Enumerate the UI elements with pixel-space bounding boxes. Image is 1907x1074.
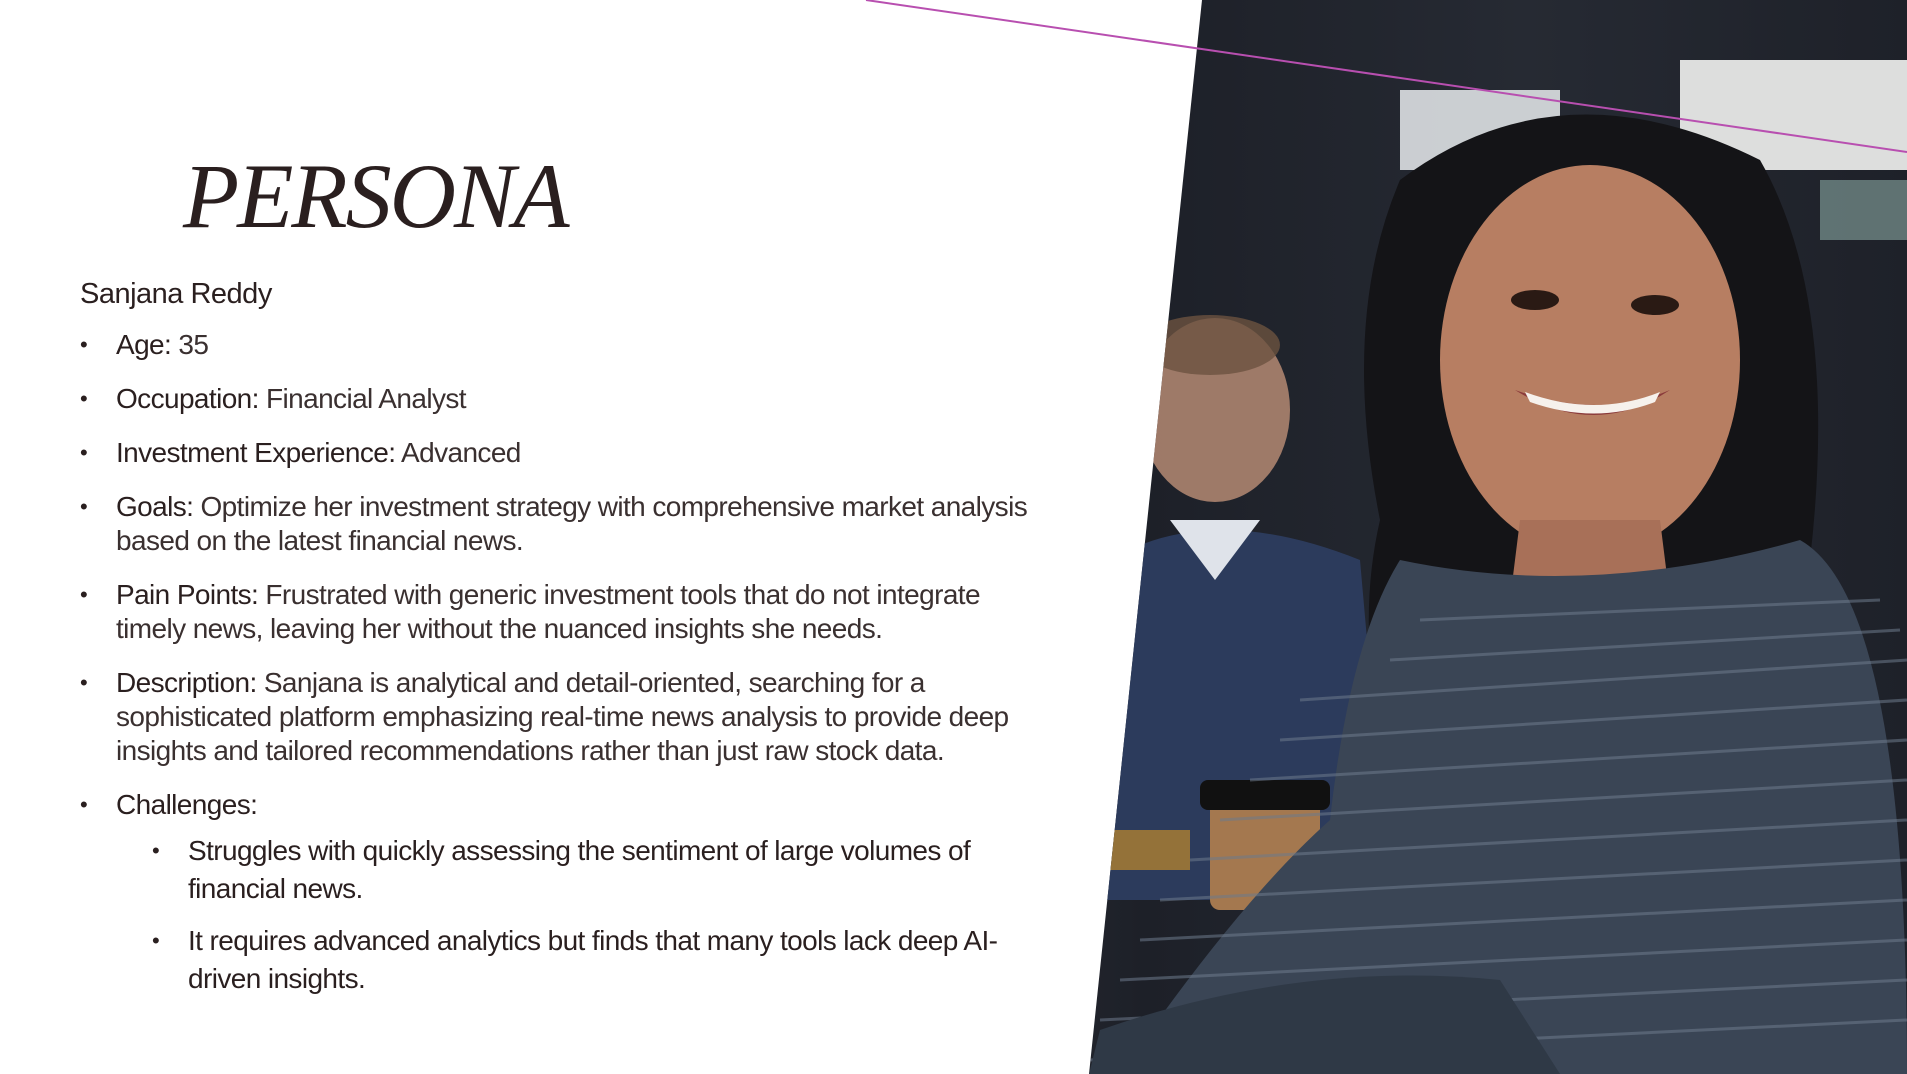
item-label: Investment Experience:	[116, 437, 396, 468]
persona-details-list	[80, 328, 1040, 1018]
item-label: Goals:	[116, 491, 194, 522]
item-value: 35	[171, 329, 209, 360]
challenges-list	[116, 832, 1040, 998]
list-item-age	[80, 328, 1040, 362]
item-value: Sanjana is analytical and detail-oriented, searching for a sophisticated platform emphasizing real-time news analysis to provide deep insights and tailored recommendations rather than just raw stock data.	[116, 667, 1009, 766]
item-label: Pain Points:	[116, 579, 259, 610]
item-label: Occupation:	[116, 383, 259, 414]
item-label: Age:	[116, 329, 172, 360]
challenge-item: • Struggles with quickly assessing the sentiment of large volumes of financial news.	[152, 832, 1040, 908]
page-title: PERSONA	[183, 145, 568, 247]
item-value: Optimize her investment strategy with comprehensive market analysis based on the latest financial news.	[116, 491, 1028, 556]
list-item-experience	[80, 436, 1040, 470]
list-item-description	[80, 666, 1040, 768]
persona-name: Sanjana Reddy	[80, 278, 272, 310]
list-item-challenges	[80, 788, 1040, 998]
challenge-item: • It requires advanced analytics but finds that many tools lack deep AI-driven insights.	[152, 922, 1040, 998]
item-value: Advanced	[395, 437, 521, 468]
list-item-occupation	[80, 382, 1040, 416]
item-label: Challenges:	[116, 789, 258, 820]
item-value: Financial Analyst	[258, 383, 466, 414]
list-item-pain-points	[80, 578, 1040, 646]
list-item-goals	[80, 490, 1040, 558]
diagonal-accent-line	[866, 0, 1907, 152]
item-label: Description:	[116, 667, 257, 698]
item-value: Frustrated with generic investment tools that do not integrate timely news, leaving her without the nuanced insights she needs.	[116, 579, 980, 644]
